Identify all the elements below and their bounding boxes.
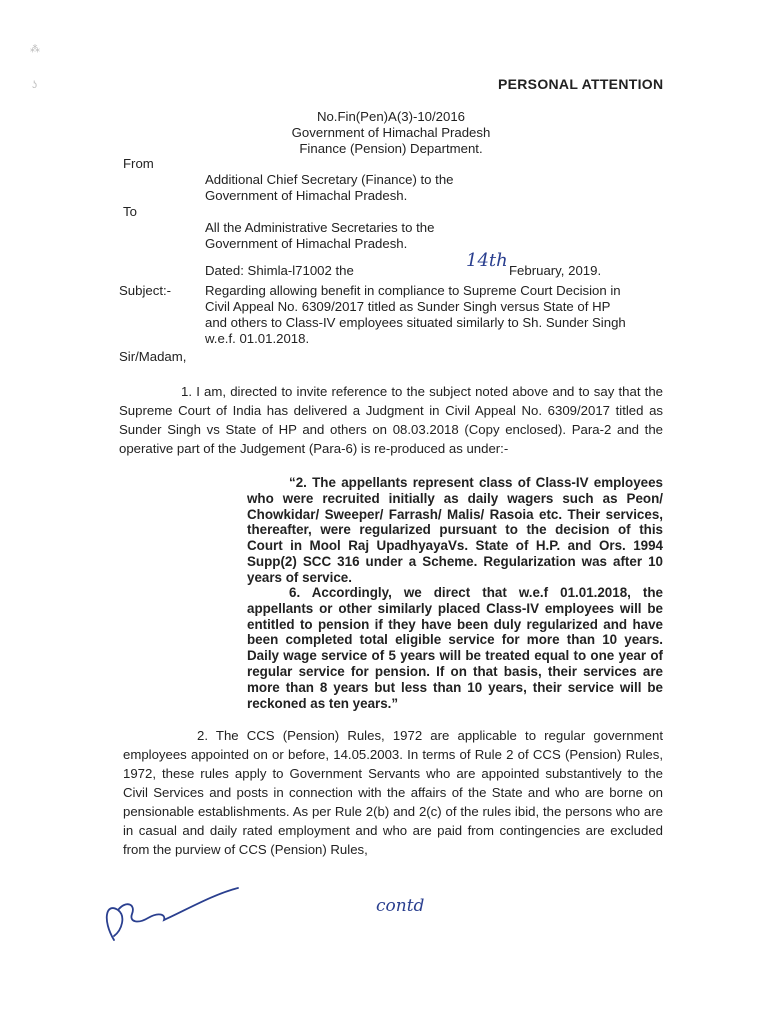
- file-number: No.Fin(Pen)A(3)-10/2016: [316, 109, 466, 124]
- to-label: To: [123, 204, 137, 219]
- scan-speck: ʖ: [32, 80, 37, 91]
- handwritten-day: 14th: [466, 250, 508, 271]
- subject-line: and others to Class-IV employees situated similarly to Sh. Sunder Singh: [205, 315, 626, 330]
- to-line-2: Government of Himachal Pradesh.: [205, 236, 408, 251]
- paragraph-2: 2. The CCS (Pension) Rules, 1972 are applicable to regular government employees appointed on or before, 14.05.2003. In terms of Rule 2 of CCS (Pension) Rules, 1972, these rules apply to Government Servants who are appointed substantively to the Civil Services and posts in connection with the affairs of the State and who are borne on pensionable establishments. As per Rule 2(b) and 2(c) of the rules ibid, the persons who are in casual and daily rated employment and who are paid from contingencies are excluded from the purview of CCS (Pension) Rules,: [123, 728, 663, 857]
- subject-line: w.e.f. 01.01.2018.: [205, 331, 310, 346]
- paragraph-1: 1. I am, directed to invite reference to the subject noted above and to say that the Supreme Court of India has delivered a Judgment in Civil Appeal No. 6309/2017 titled as Sunder Singh vs State of HP and others on 08.03.2018 (Copy enclosed). Para-2 and the operative part of the Judgement (Para-6) is re-produced as under:-: [119, 384, 663, 456]
- subject-label: Subject:-: [119, 283, 172, 298]
- salutation: Sir/Madam,: [119, 349, 187, 364]
- to-line-1: All the Administrative Secretaries to the: [205, 220, 435, 235]
- subject-line: Regarding allowing benefit in compliance to Supreme Court Decision in: [205, 283, 621, 298]
- from-line-1: Additional Chief Secretary (Finance) to the: [205, 172, 454, 187]
- dated-prefix: Dated: Shimla-l71002 the: [205, 263, 354, 278]
- signature-image: [96, 880, 246, 950]
- department-name: Finance (Pension) Department.: [299, 141, 483, 156]
- subject-line: Civil Appeal No. 6309/2017 titled as Sunder Singh versus State of HP: [205, 299, 611, 314]
- from-label: From: [123, 156, 154, 171]
- quote-para-6: 6. Accordingly, we direct that w.e.f 01.01.2018, the appellants or other similarly placed Class-IV employees will be entitled to pension if they have been duly regularized and have been completed total eligible service for more than 10 years. Daily wage service of 5 years will be treated equal to one year of regular service for pension. If on that basis, their services are more than 8 years but less than 10 years, their service will be reckoned as ten years.”: [247, 585, 663, 711]
- dated-suffix: February, 2019.: [509, 263, 602, 278]
- quote-para-2: “2. The appellants represent class of Class-IV employees who were recruited initially as daily wagers such as Peon/ Chowkidar/ Sweeper/ Farrash/ Malis/ Rasoia etc. Their services, thereafter, were regularized pursuant to the decision of this Court in Mool Raj UpadhyayaVs. State of H.P. and Ors. 1994 Supp(2) SCC 316 under a Scheme. Regularization was after 10 years of service.: [247, 475, 663, 585]
- from-line-2: Government of Himachal Pradesh.: [205, 188, 408, 203]
- government-name: Government of Himachal Pradesh: [291, 125, 491, 140]
- contd-note: contd: [376, 896, 425, 916]
- personal-attention-heading: PERSONAL ATTENTION: [498, 76, 664, 92]
- scan-speck: ⁂: [30, 44, 40, 55]
